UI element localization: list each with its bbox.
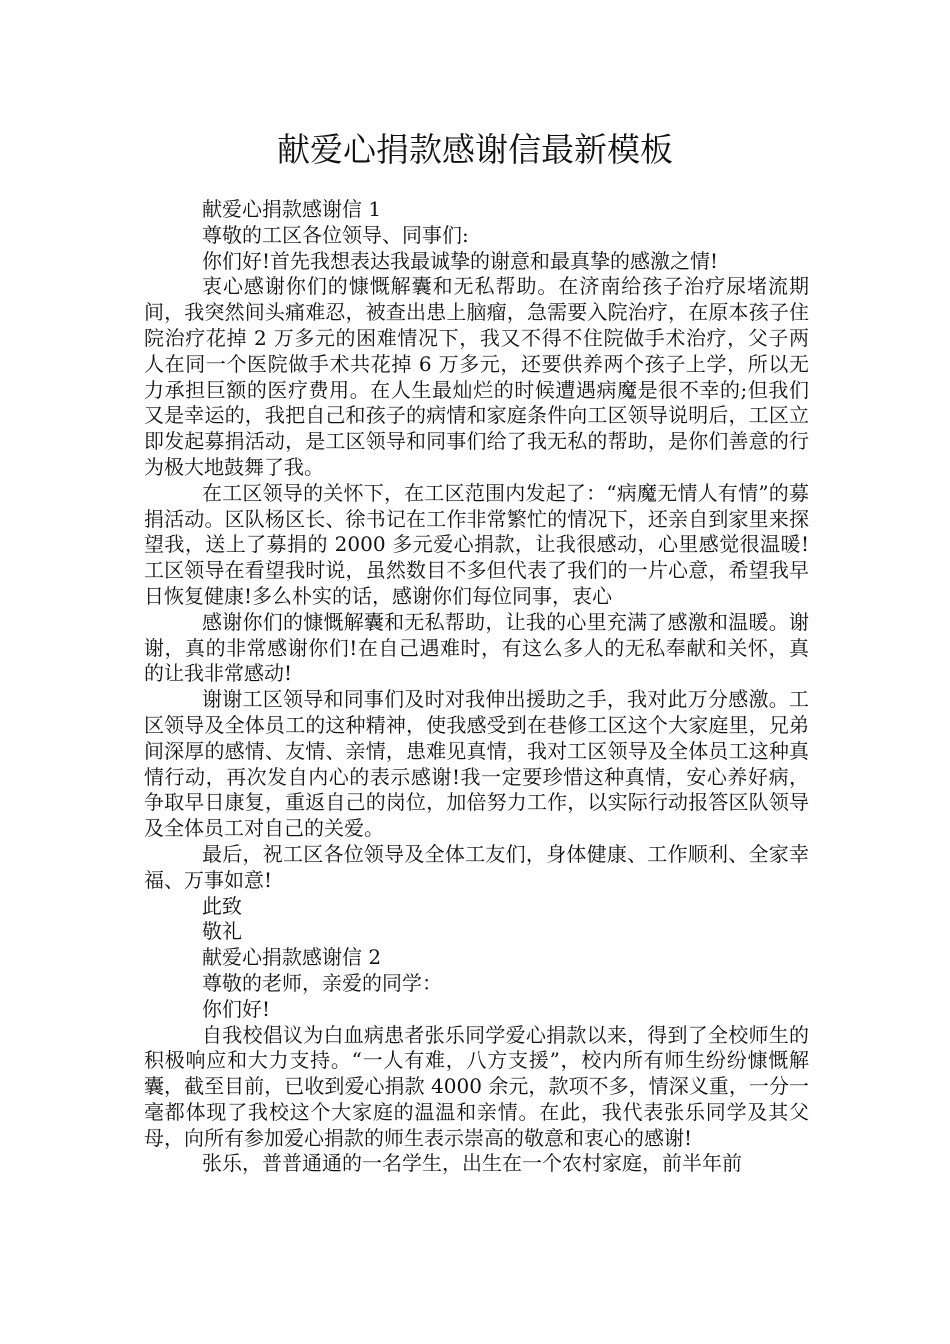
letter-1-closing-1: 此致: [202, 893, 242, 918]
document-title: 献爱心捐款感谢信最新模板: [277, 130, 673, 169]
letter-2-paragraph-2: 张乐，普普通通的一名学生，出生在一个农村家庭，前半年前: [202, 1151, 742, 1176]
letter-2-paragraph-1: 自我校倡议为白血病患者张乐同学爱心捐款以来，得到了全校师生的积极响应和大力支持。“一人有难，八方支援”，校内所有师生纷纷慷慨解囊，截至目前，已收到爱心捐款 4000 余元，款项不多，情深义重，一分一毫都体现了我校这个大家庭的温温和亲情。在此，我代表张乐同学及其父母，向所有参加爱心捐款的师生表示崇高的敬意和衷心的感谢!: [144, 1022, 809, 1150]
letter-1-closing-2: 敬礼: [202, 919, 242, 944]
letter-1-paragraph-1: 衷心感谢你们的慷慨解囊和无私帮助。在济南给孩子治疗尿堵流期间，我突然间头痛难忍，被查出患上脑瘤，急需要入院治疗，在原本孩子住院治疗花掉 2 万多元的困难情况下，我又不得不住院做手术治疗，父子两人在同一个医院做手术共花掉 6 万多元，还要供养两个孩子上学，所以无力承担巨额的医疗费用。在人生最灿烂的时候遭遇病魔是很不幸的;但我们又是幸运的，我把自己和孩子的病情和家庭条件向工区领导说明后，工区立即发起募捐活动，是工区领导和同事们给了我无私的帮助，是你们善意的行为极大地鼓舞了我。: [144, 274, 809, 479]
letter-1-closing-wishes: 最后，祝工区各位领导及全体工友们，身体健康、工作顺利、全家幸福、万事如意!: [144, 841, 809, 892]
letter-1-salutation: 尊敬的工区各位领导、同事们:: [202, 222, 469, 247]
letter-1-greeting: 你们好!首先我想表达我最诚挚的谢意和最真挚的感激之情!: [202, 248, 719, 273]
letter-1-paragraph-2: 在工区领导的关怀下，在工区范围内发起了：“病魔无情人有情”的募捐活动。区队杨区长、徐书记在工作非常繁忙的情况下，还亲自到家里来探望我，送上了募捐的 2000 多元爱心捐款，让我很感动，心里感觉很温暖!工区领导在看望我时说，虽然数目不多但代表了我们的一片心意，希望我早日恢复健康!多么朴实的话，感谢你们每位同事，衷心: [144, 480, 809, 608]
letter-1-heading: 献爱心捐款感谢信 1: [202, 197, 382, 221]
document-body: [144, 197, 809, 1177]
letter-1-paragraph-4: 谢谢工区领导和同事们及时对我伸出援助之手，我对此万分感激。工区领导及全体员工的这种精神，使我感受到在巷修工区这个大家庭里，兄弟间深厚的感情、友情、亲情，患难见真情，我对工区领导及全体员工这种真情行动，再次发自内心的表示感谢!我一定要珍惜这种真情，安心养好病，争取早日康复，重返自己的岗位，加倍努力工作，以实际行动报答区队领导及全体员工对自己的关爱。: [144, 687, 809, 841]
letter-2-heading: 献爱心捐款感谢信 2: [202, 945, 382, 970]
letter-2-greeting: 你们好!: [202, 996, 271, 1021]
letter-2-salutation: 尊敬的老师，亲爱的同学：: [202, 970, 442, 995]
letter-1-paragraph-3: 感谢你们的慷慨解囊和无私帮助，让我的心里充满了感激和温暖。谢谢，真的非常感谢你们!在自己遇难时，有这么多人的无私奉献和关怀，真的让我非常感动!: [144, 609, 809, 686]
